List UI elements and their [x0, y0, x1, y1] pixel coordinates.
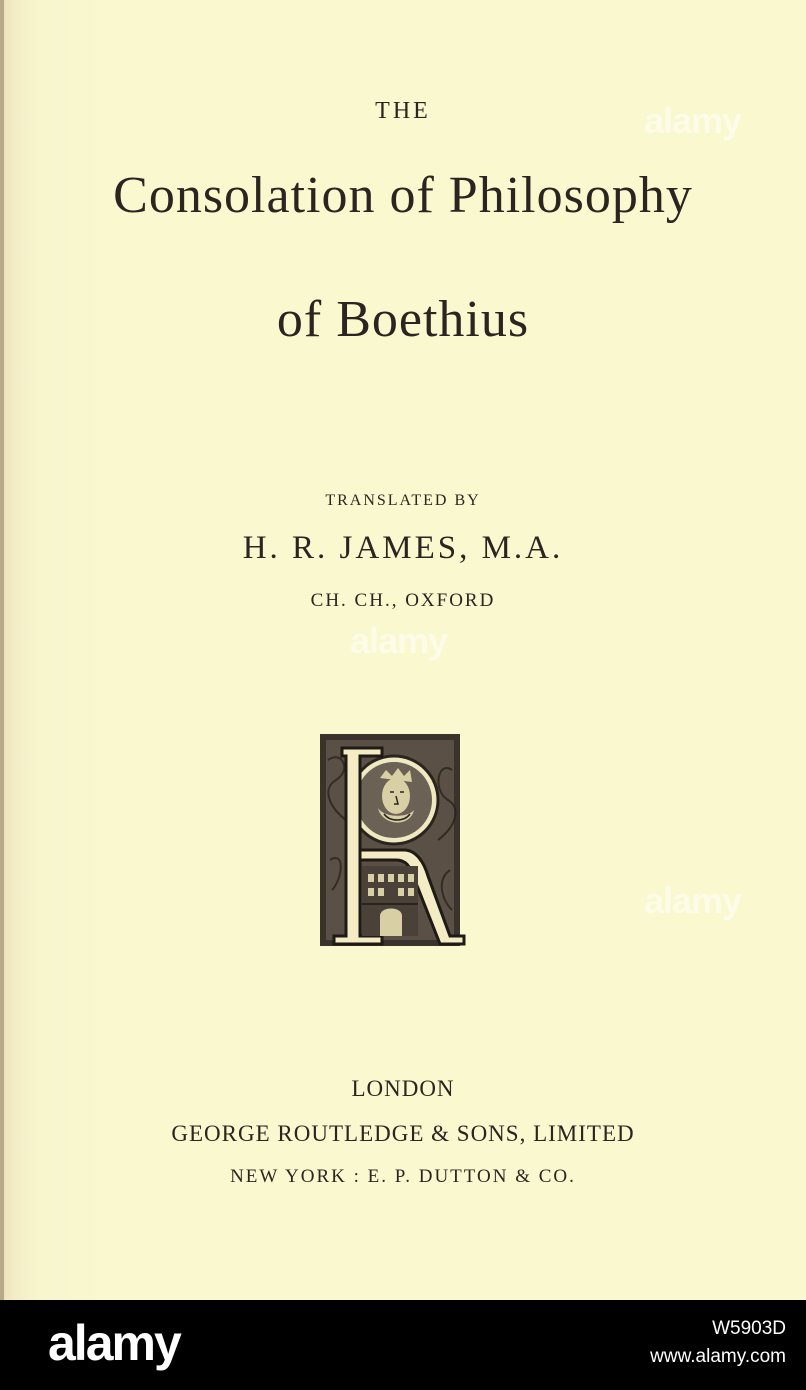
translated-by-label: TRANSLATED BY	[325, 492, 481, 509]
book-title-line-1: Consolation of Philosophy	[113, 167, 693, 224]
image-id: W5903D	[712, 1318, 786, 1339]
translator-college: CH. CH., OXFORD	[310, 590, 496, 611]
watermark: alamy	[644, 100, 742, 141]
imprint-city: LONDON	[351, 1076, 455, 1101]
imprint-publisher: GEORGE ROUTLEDGE & SONS, LIMITED	[171, 1121, 635, 1146]
alamy-logo: alamy	[48, 1315, 180, 1371]
imprint-copublisher: NEW YORK : E. P. DUTTON & CO.	[230, 1166, 576, 1187]
translator-name: H. R. JAMES, M.A.	[242, 530, 564, 566]
publisher-device-emblem	[312, 730, 478, 956]
site-url: www.alamy.com	[650, 1346, 786, 1367]
title-article: THE	[375, 98, 431, 124]
watermark: alamy	[644, 880, 742, 921]
book-title-line-2: of Boethius	[276, 291, 530, 348]
watermark: alamy	[350, 620, 448, 661]
